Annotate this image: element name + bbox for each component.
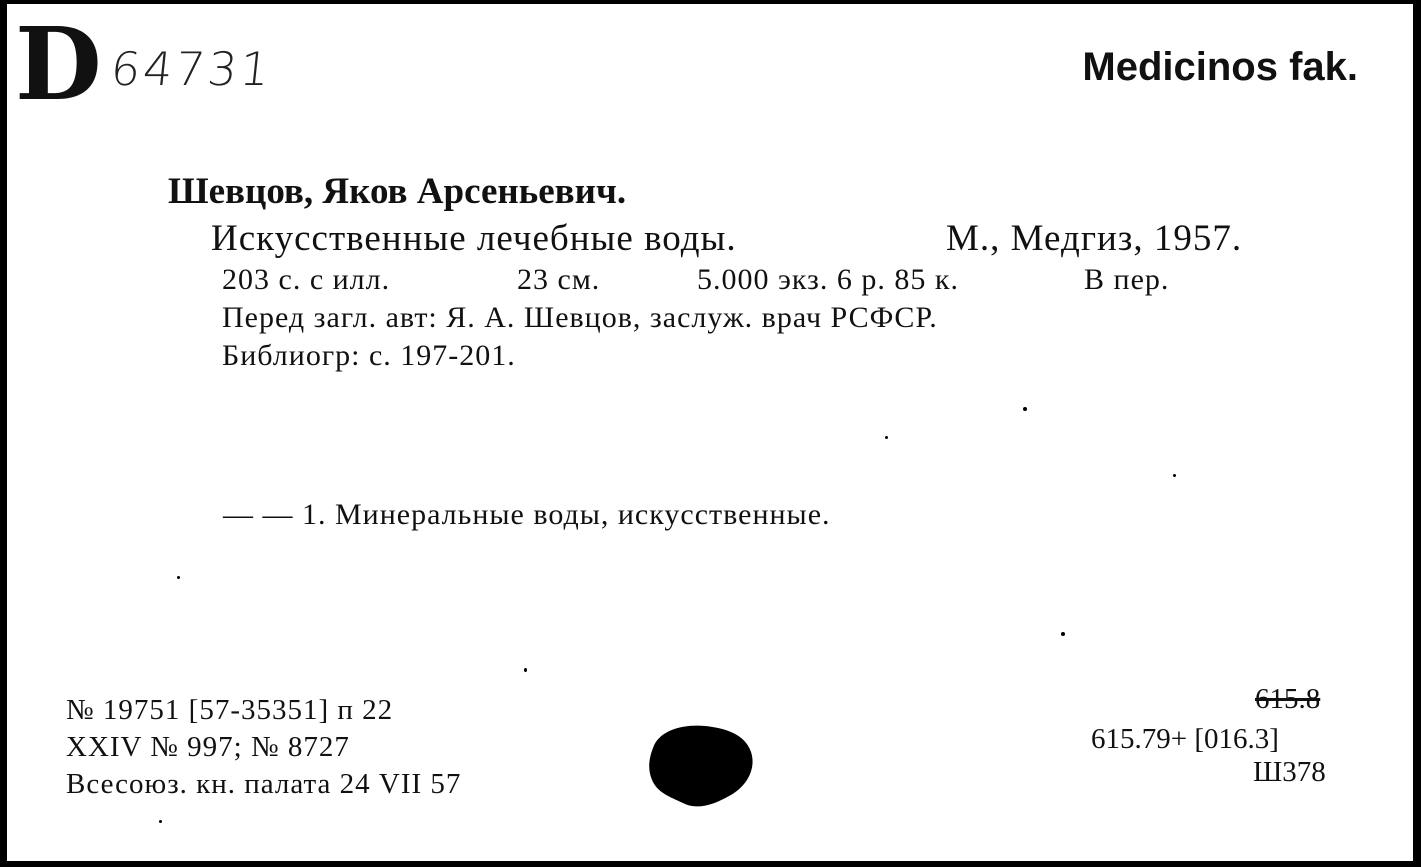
class-code: 615.79+ [016.3] bbox=[1091, 723, 1279, 755]
author-code: Ш378 bbox=[1253, 756, 1326, 788]
title-line bbox=[211, 216, 1243, 262]
page-count: 203 с. с илл. bbox=[222, 263, 391, 296]
print-run-price: 5.000 экз. 6 р. 85 к. bbox=[697, 263, 959, 296]
ink-blot bbox=[639, 718, 757, 812]
book-size: 23 см. bbox=[517, 263, 601, 296]
binding-note: В пер. bbox=[1084, 263, 1170, 296]
author-heading: Шевцов, Яков Арсеньевич. bbox=[168, 171, 627, 212]
chamber-date: Всесоюз. кн. палата 24 VII 57 bbox=[66, 768, 462, 800]
dust-speck bbox=[885, 436, 888, 439]
dust-speck bbox=[159, 820, 162, 823]
publication-info: М., Медгиз, 1957. bbox=[946, 218, 1243, 259]
card-letter: D bbox=[15, 5, 100, 123]
dust-speck bbox=[524, 668, 527, 672]
registration-number: № 19751 [57-35351] п 22 bbox=[66, 694, 394, 726]
dust-speck bbox=[177, 576, 180, 579]
author-note: Перед загл. авт: Я. А. Шевцов, заслуж. врач РСФСР. bbox=[222, 301, 938, 334]
dust-speck bbox=[1173, 474, 1176, 477]
dust-speck bbox=[1023, 407, 1027, 411]
book-title: Искусственные лечебные воды. bbox=[211, 218, 737, 259]
dust-speck bbox=[1061, 632, 1065, 636]
handwritten-number: 64731 bbox=[108, 42, 276, 96]
subject-heading: — — 1. Минеральные воды, искусственные. bbox=[223, 498, 831, 531]
faculty-stamp: Medicinos fak. bbox=[1082, 45, 1358, 89]
old-class-code: 615.8 bbox=[1255, 683, 1321, 715]
bibliography-note: Библиогр: с. 197-201. bbox=[222, 339, 516, 372]
registry-references: XXIV № 997; № 8727 bbox=[66, 731, 350, 763]
